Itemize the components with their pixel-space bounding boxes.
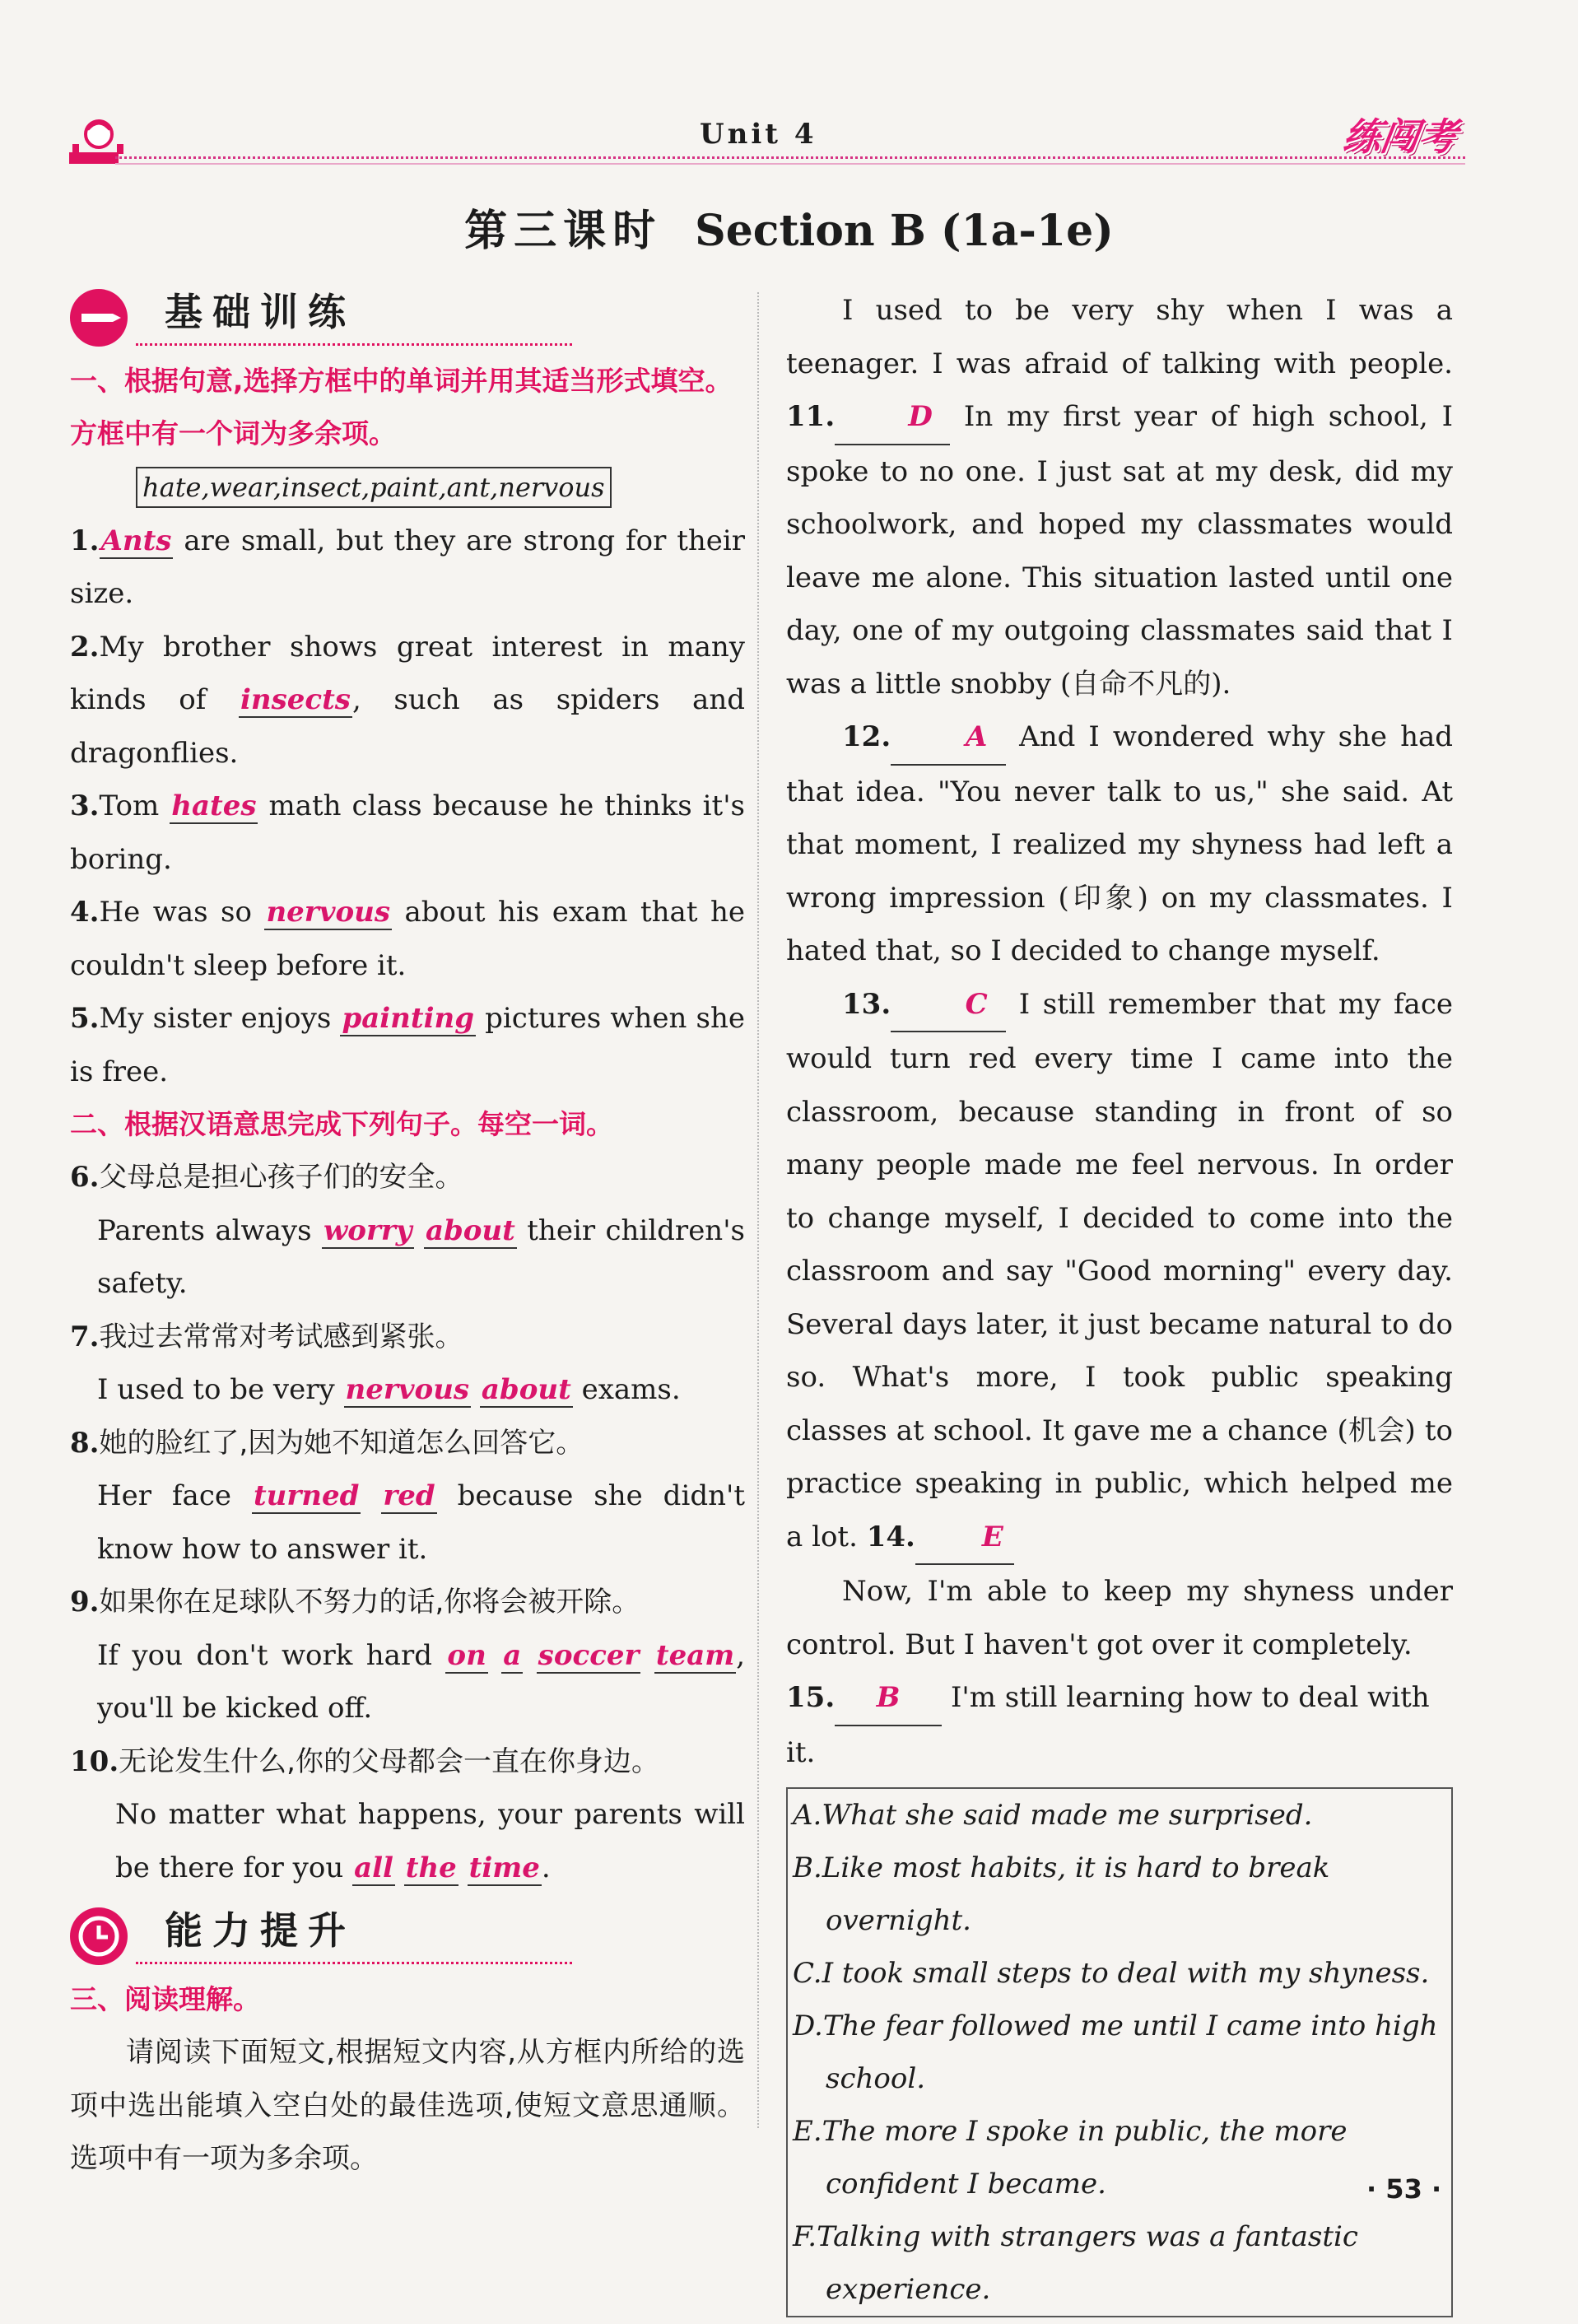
question-3 xyxy=(70,780,745,886)
banner-underline xyxy=(136,343,572,346)
question-number: 3. xyxy=(70,789,100,822)
passage-paragraph-5 xyxy=(786,1671,1453,1779)
blank-number: 15. xyxy=(786,1681,836,1714)
question-text: pictures when she is free. xyxy=(70,1002,745,1088)
question-text: math class because he thinks it's boring. xyxy=(70,789,745,876)
answer: nervous xyxy=(266,896,390,929)
question-7 xyxy=(70,1311,745,1417)
question-10 xyxy=(70,1735,745,1895)
question-number: 7. xyxy=(70,1320,100,1353)
brand-logo: 练闯考 xyxy=(1339,114,1460,159)
word-box: hate,wear,insect,paint,ant,nervous xyxy=(136,467,612,508)
question-text: I used to be very xyxy=(97,1373,344,1406)
blank-answer: B xyxy=(835,1671,942,1726)
question-number: 1. xyxy=(70,524,100,557)
ability-banner xyxy=(70,1903,745,1968)
question-number: 10. xyxy=(70,1744,119,1778)
option-a: A.What she said made me surprised. xyxy=(793,1799,1313,1832)
answer: painting xyxy=(342,1002,475,1035)
option-d: D.The fear followed me until I came into high school. xyxy=(793,2010,1438,2095)
passage-paragraph-3 xyxy=(786,978,1453,1566)
blank-number: 11. xyxy=(786,400,836,433)
question-number: 9. xyxy=(70,1586,100,1618)
option-e: E.The more I spoke in public, the more confident I became. xyxy=(793,2115,1348,2201)
answer: hates xyxy=(171,789,257,822)
question-text: because she didn't know how to answer it. xyxy=(97,1479,745,1566)
unit-label: Unit 4 xyxy=(700,118,817,151)
passage-paragraph-1 xyxy=(786,284,1453,710)
mascot-logo-icon xyxy=(66,111,132,169)
page-header xyxy=(66,111,1465,173)
answer: nervous xyxy=(345,1373,470,1406)
question-text: My brother shows great interest in many kinds of xyxy=(70,630,745,716)
question-number: 5. xyxy=(70,1002,100,1035)
question-6 xyxy=(70,1151,745,1311)
pencil-icon xyxy=(70,289,128,347)
answer: time xyxy=(468,1851,540,1884)
part3-instruction: 请阅读下面短文,根据短文内容,从方框内所给的选项中选出能填入空白处的最佳选项,使短文意思通顺。选项中有一项为多余项。 xyxy=(70,2036,745,2175)
passage-text: I'm still learning how to deal with it. xyxy=(786,1681,1430,1769)
part2-instruction: 二、根据汉语意思完成下列句子。每空一词。 xyxy=(70,1108,613,1140)
answer: about xyxy=(425,1213,515,1247)
question-text: Parents always xyxy=(97,1213,322,1247)
question-text: No matter what happens, your parents will be there for you xyxy=(115,1798,745,1884)
question-text: are small, but they are strong for their size. xyxy=(70,524,745,610)
question-9 xyxy=(70,1576,745,1735)
chinese-sentence: 她的脸红了,因为她不知道怎么回答它。 xyxy=(99,1426,584,1460)
option-f: F.Talking with strangers was a fantastic experience. xyxy=(793,2220,1358,2306)
banner-underline xyxy=(136,1962,572,1964)
question-text: . xyxy=(541,1851,551,1884)
question-text: He was so xyxy=(99,896,265,929)
question-1 xyxy=(70,515,745,621)
clock-icon xyxy=(70,1907,128,1965)
header-rule-2 xyxy=(115,163,1465,165)
blank-number: 14. xyxy=(866,1520,915,1553)
page-number: · 53 · xyxy=(1366,2173,1442,2205)
passage-paragraph-2 xyxy=(786,710,1453,978)
lesson-title-cn: 第三课时 xyxy=(464,206,663,256)
options-box xyxy=(786,1787,1453,2317)
chinese-sentence: 父母总是担心孩子们的安全。 xyxy=(99,1161,463,1194)
answer: on xyxy=(447,1638,486,1672)
basic-training-banner xyxy=(70,284,745,350)
blank-answer: D xyxy=(835,390,950,445)
question-text: , such as spiders and dragonflies. xyxy=(70,683,745,770)
answer: about xyxy=(481,1373,571,1406)
answer: red xyxy=(383,1479,435,1512)
answer: team xyxy=(655,1638,735,1672)
blank-answer: C xyxy=(891,978,1006,1033)
answer: worry xyxy=(324,1213,412,1247)
answer: all xyxy=(354,1851,393,1884)
passage-text: In my first year of high school, I spoke to no one. I just sat at my desk, did my schoolwork, and hoped my classmates would leave me alone. This situation lasted until one day, one of my outgoing classmates said that I was a little snobby (自命不凡的). xyxy=(786,400,1453,701)
answer: a xyxy=(503,1638,522,1672)
blank-number: 13. xyxy=(842,987,891,1021)
option-c: C.I took small steps to deal with my shyness. xyxy=(793,1957,1430,1990)
question-number: 2. xyxy=(70,630,100,664)
question-5 xyxy=(70,992,745,1098)
passage-text: I used to be very shy when I was a teenager. I was afraid of talking with people. xyxy=(786,294,1453,380)
question-8 xyxy=(70,1417,745,1577)
question-number: 8. xyxy=(70,1426,100,1460)
question-text: If you don't work hard xyxy=(97,1638,446,1672)
question-4 xyxy=(70,886,745,992)
lesson-title xyxy=(0,196,1578,258)
lesson-title-en: Section B (1a-1e) xyxy=(695,206,1114,256)
question-text: Tom xyxy=(99,789,170,822)
passage-text: And I wondered why she had that idea. "You never talk to us," she said. At that moment, I realized my shyness had left a wrong impression (印象) on my classmates. I hated that, so I decided to change myself. xyxy=(786,720,1453,967)
answer: turned xyxy=(253,1479,360,1512)
question-text: about his exam that he couldn't sleep before it. xyxy=(70,896,745,982)
basic-training-title: 基础训练 xyxy=(165,290,356,334)
question-2 xyxy=(70,621,745,780)
header-rule xyxy=(115,156,1465,159)
part1-instruction: 一、根据句意,选择方框中的单词并用其适当形式填空。方框中有一个词为多余项。 xyxy=(70,365,733,449)
question-text: exams. xyxy=(572,1373,681,1406)
answer: insects xyxy=(240,683,351,716)
blank-answer: A xyxy=(891,710,1006,766)
answer: soccer xyxy=(538,1638,640,1672)
question-text: their children's safety. xyxy=(97,1213,746,1300)
blank-number: 12. xyxy=(842,720,891,753)
question-text: , you'll be kicked off. xyxy=(97,1638,746,1725)
answer: Ants xyxy=(100,524,172,557)
question-text: My sister enjoys xyxy=(99,1002,341,1035)
question-number: 6. xyxy=(70,1161,100,1194)
ability-title: 能力提升 xyxy=(165,1908,356,1953)
left-column xyxy=(70,284,745,2186)
passage-paragraph-4 xyxy=(786,1565,1453,1671)
part3-title: 三、阅读理解。 xyxy=(70,1983,260,2015)
right-column xyxy=(786,284,1453,2317)
chinese-sentence: 如果你在足球队不努力的话,你将会被开除。 xyxy=(99,1586,640,1618)
blank-answer: E xyxy=(915,1511,1014,1566)
chinese-sentence: 我过去常常对考试感到紧张。 xyxy=(99,1320,463,1353)
question-number: 4. xyxy=(70,896,100,929)
answer: the xyxy=(405,1851,457,1884)
chinese-sentence: 无论发生什么,你的父母都会一直在你身边。 xyxy=(119,1744,659,1778)
question-text: Her face xyxy=(97,1479,252,1512)
passage-text: I still remember that my face would turn red every time I came into the classroom, because standing in front of so many people made me feel nervous. In order to change myself, I decided to come into the classroom and say "Good morning" every day. Several days later, it just became natural to do so. What's more, I took public speaking classes at school. It gave me a chance (机会) to practice speaking in public, which helped me a lot. xyxy=(786,987,1453,1553)
option-b: B.Like most habits, it is hard to break overnight. xyxy=(793,1851,1330,1937)
passage-text: Now, I'm able to keep my shyness under control. But I haven't got over it completely. xyxy=(786,1575,1453,1661)
column-divider xyxy=(757,292,759,2128)
